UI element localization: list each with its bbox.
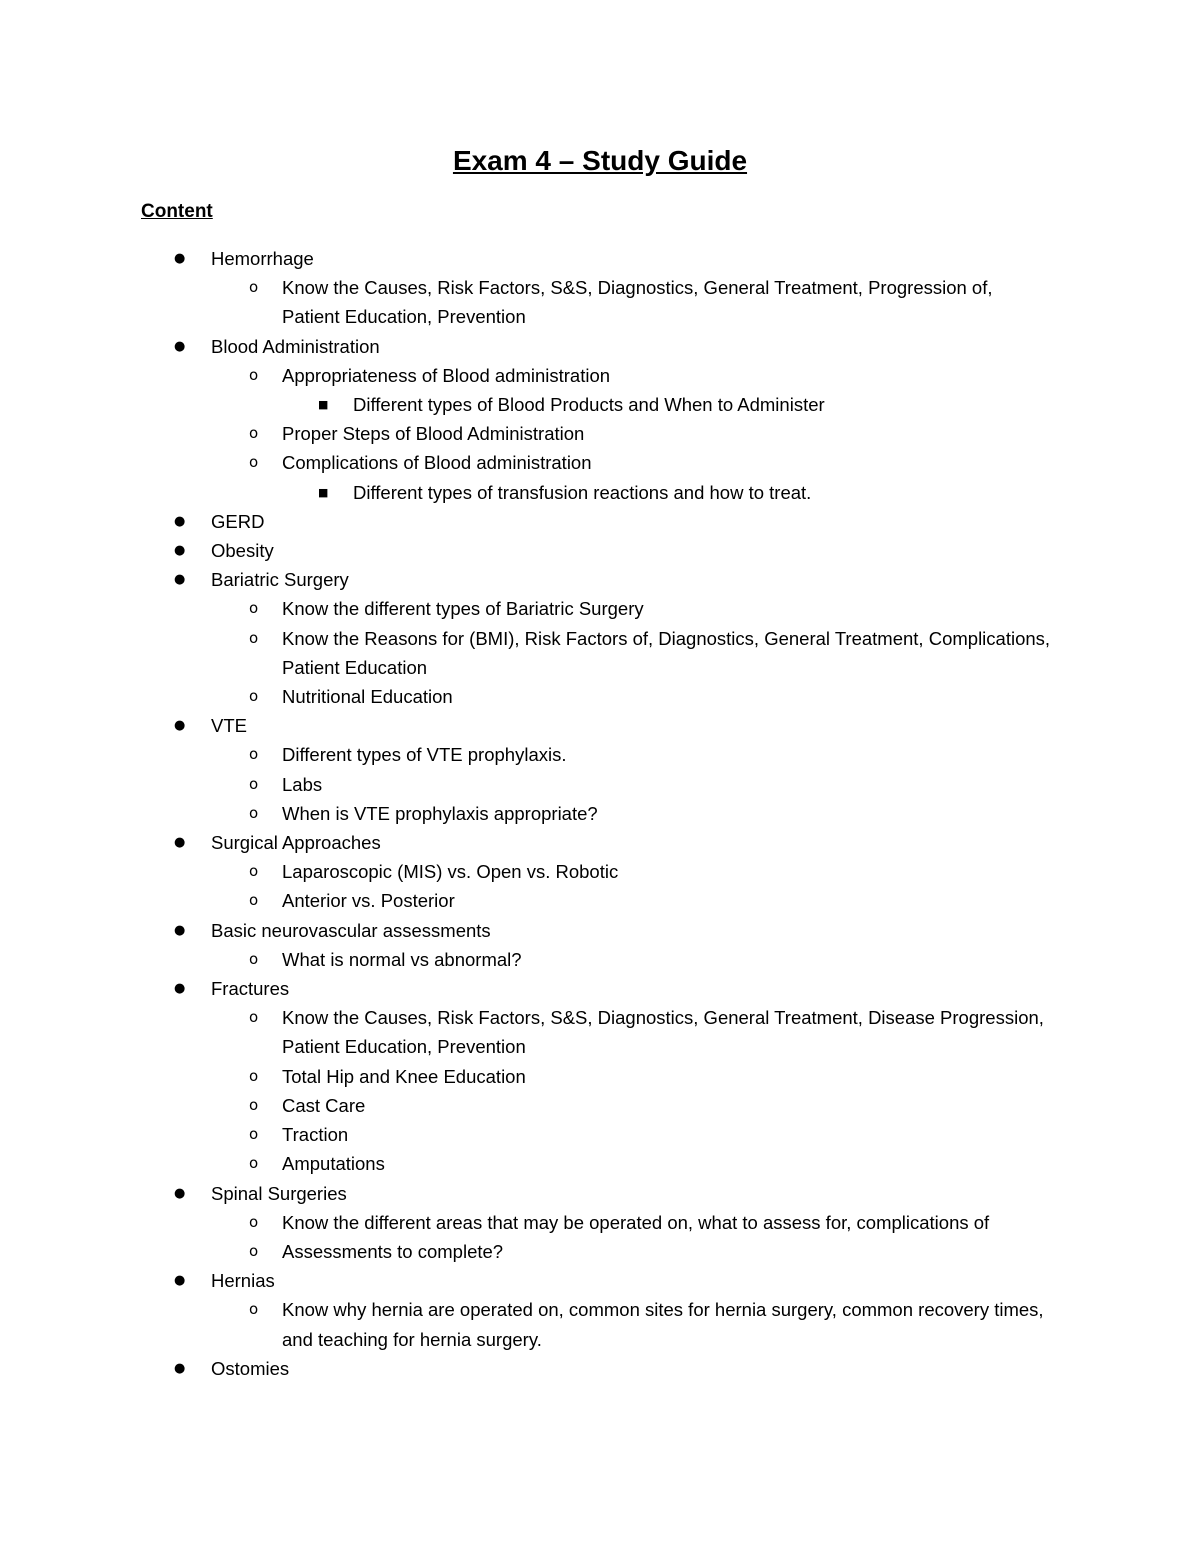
list-item-text: Laparoscopic (MIS) vs. Open vs. Robotic <box>282 861 619 883</box>
list-item-text: Ostomies <box>211 1357 290 1379</box>
list-item-text: Obesity <box>211 540 274 562</box>
circle-marker: o <box>249 453 259 472</box>
circle-marker: o <box>249 628 259 647</box>
list-item-text: Basic neurovascular assessments <box>211 919 491 941</box>
list-item-text: Proper Steps of Blood Administration <box>282 423 585 445</box>
list-item-text: Blood Administration <box>211 335 380 357</box>
bullet-marker: ● <box>174 513 186 529</box>
list-item-text: GERD <box>211 510 265 532</box>
bullet-marker: ● <box>174 1185 186 1201</box>
bullet-marker: ● <box>174 543 186 559</box>
list-item-text: Bariatric Surgery <box>211 569 349 591</box>
list-item-text: Anterior vs. Posterior <box>282 890 455 912</box>
outline-list <box>0 244 1200 1383</box>
list-item <box>0 711 1200 740</box>
list-item-text: Assessments to complete? <box>282 1240 504 1262</box>
bullet-marker: ● <box>174 572 186 588</box>
sub-list-item <box>0 1091 1200 1120</box>
circle-marker: o <box>249 949 259 968</box>
page-title: Exam 4 – Study Guide <box>452 145 748 176</box>
sub-list-item <box>0 1149 1200 1178</box>
sub-list-item <box>0 1237 1200 1266</box>
list-item-text: Fractures <box>211 978 290 1000</box>
circle-marker: o <box>249 862 259 881</box>
circle-marker: o <box>249 803 259 822</box>
sub-list-item <box>0 886 1200 915</box>
list-item <box>0 565 1200 594</box>
list-item-text: Traction <box>282 1124 349 1146</box>
sub-list-item <box>0 624 1200 682</box>
list-item-text: Amputations <box>282 1153 385 1175</box>
list-item-text: Nutritional Education <box>282 686 453 708</box>
list-item-text: Know the different types of Bariatric Surgery <box>282 598 644 620</box>
list-item-text: Know why hernia are operated on, common sites for hernia surgery, common recovery times, and teaching for hernia surgery. <box>282 1299 1044 1350</box>
circle-marker: o <box>249 1212 259 1231</box>
square-marker: ■ <box>318 398 329 412</box>
bullet-marker: ● <box>174 981 186 997</box>
circle-marker: o <box>249 1125 259 1144</box>
list-item-text: Different types of Blood Products and When to Administer <box>353 394 825 416</box>
list-item-text: What is normal vs abnormal? <box>282 948 522 970</box>
circle-marker: o <box>249 1095 259 1114</box>
list-item-text: When is VTE prophylaxis appropriate? <box>282 802 598 824</box>
circle-marker: o <box>249 774 259 793</box>
section-heading-content: Content <box>141 201 213 222</box>
sub-list-item <box>0 857 1200 886</box>
list-item <box>0 1354 1200 1383</box>
circle-marker: o <box>249 687 259 706</box>
bullet-marker: ● <box>174 251 186 266</box>
list-item-text: Know the Causes, Risk Factors, S&S, Diagnostics, General Treatment, Progression of, Patient Education, Prevention <box>282 277 993 328</box>
bullet-marker: ● <box>174 718 186 734</box>
sub-list-item <box>0 945 1200 974</box>
list-item <box>0 1179 1200 1208</box>
list-item <box>0 1266 1200 1295</box>
list-item-text: Surgical Approaches <box>211 832 381 854</box>
list-item-text: Hemorrhage <box>211 248 314 269</box>
sub-list-item <box>0 273 1200 331</box>
list-item-text: Labs <box>282 773 323 795</box>
list-item-text: Hernias <box>211 1270 275 1292</box>
list-item <box>0 974 1200 1003</box>
circle-marker: o <box>249 745 259 764</box>
circle-marker: o <box>249 1008 259 1027</box>
list-item <box>0 332 1200 361</box>
bullet-marker: ● <box>174 1273 186 1289</box>
sub-list-item <box>0 1295 1200 1353</box>
list-item-text: VTE <box>211 715 247 737</box>
sub-sub-list-item <box>0 390 1200 419</box>
sub-list-item <box>0 682 1200 711</box>
sub-list-item <box>0 594 1200 623</box>
bullet-marker: ● <box>174 1360 186 1376</box>
sub-list-item <box>0 448 1200 477</box>
list-item <box>0 828 1200 857</box>
bullet-marker: ● <box>174 338 186 354</box>
sub-list-item <box>0 1062 1200 1091</box>
circle-marker: o <box>249 1300 259 1319</box>
list-item <box>0 536 1200 565</box>
circle-marker: o <box>249 1154 259 1173</box>
circle-marker: o <box>249 1066 259 1085</box>
list-item-text: Cast Care <box>282 1094 366 1116</box>
sub-list-item <box>0 419 1200 448</box>
list-item <box>0 507 1200 536</box>
circle-marker: o <box>249 278 259 297</box>
list-item-text: Different types of transfusion reactions and how to treat. <box>353 481 812 503</box>
sub-list-item <box>0 770 1200 799</box>
sub-list-item <box>0 1208 1200 1237</box>
sub-list-item <box>0 740 1200 769</box>
list-item-text: Complications of Blood administration <box>282 452 592 474</box>
list-item-text: Know the Reasons for (BMI), Risk Factors of, Diagnostics, General Treatment, Complications, Patient Education <box>282 627 1051 678</box>
circle-marker: o <box>249 891 259 910</box>
sub-sub-list-item <box>0 478 1200 507</box>
sub-list-item <box>0 1003 1200 1061</box>
bullet-marker: ● <box>174 922 186 938</box>
circle-marker: o <box>249 424 259 443</box>
sub-list-item <box>0 361 1200 390</box>
list-item-text: Appropriateness of Blood administration <box>282 364 611 386</box>
sub-list-item <box>0 1120 1200 1149</box>
list-item <box>0 244 1200 273</box>
list-item-text: Know the different areas that may be operated on, what to assess for, complications of <box>282 1211 990 1233</box>
sub-list-item <box>0 799 1200 828</box>
circle-marker: o <box>249 1241 259 1260</box>
list-item-text: Spinal Surgeries <box>211 1182 347 1204</box>
list-item-text: Different types of VTE prophylaxis. <box>282 744 567 766</box>
circle-marker: o <box>249 599 259 618</box>
list-item <box>0 916 1200 945</box>
circle-marker: o <box>249 365 259 384</box>
bullet-marker: ● <box>174 835 186 851</box>
list-item-text: Know the Causes, Risk Factors, S&S, Diagnostics, General Treatment, Disease Progression, Patient Education, Prevention <box>282 1007 1044 1058</box>
list-item-text: Total Hip and Knee Education <box>282 1065 526 1087</box>
square-marker: ■ <box>318 485 329 499</box>
